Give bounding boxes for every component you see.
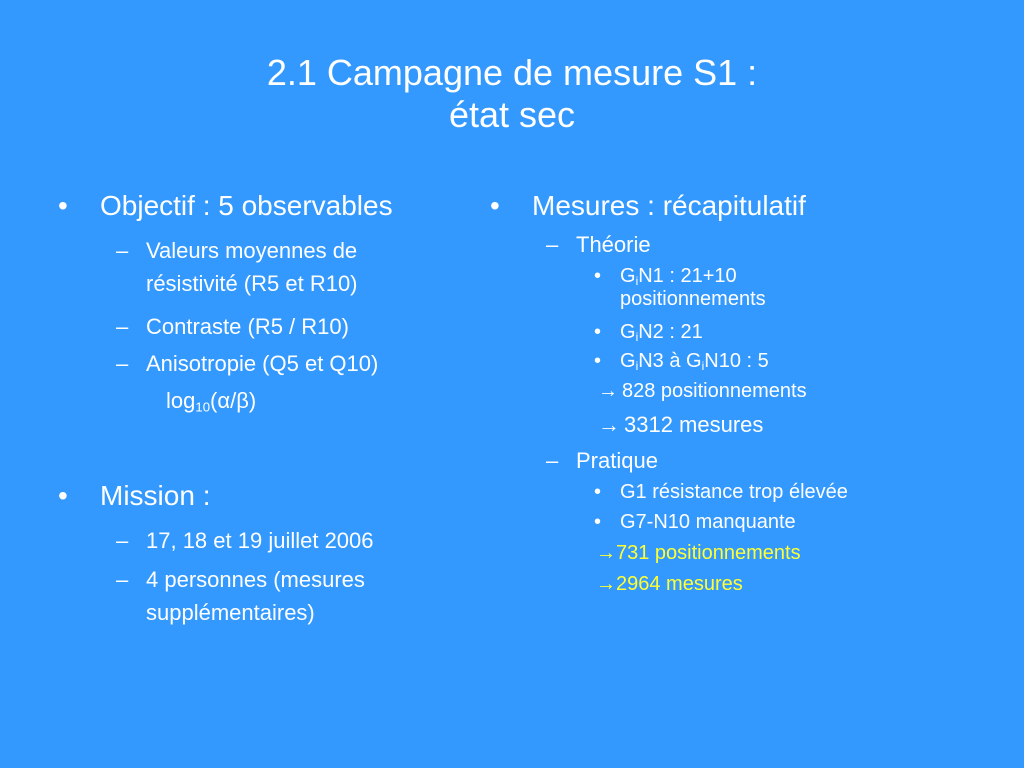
pratique-total-mesures: [596, 573, 743, 596]
dash-marker: –: [546, 448, 559, 473]
text: 828 positionnements: [622, 380, 807, 402]
dash-marker: –: [116, 314, 129, 339]
text: 731 positionnements: [616, 542, 801, 564]
bullet-marker: •: [490, 190, 500, 221]
theorie-g1: [620, 265, 737, 288]
bullet-marker: •: [58, 480, 68, 511]
subscript: i: [635, 274, 639, 288]
text: N3 à G: [638, 350, 702, 372]
slide-title-line2: état sec: [448, 94, 576, 135]
log-expression: (α/β): [210, 388, 257, 413]
objectif-item-text: Contraste (R5 / R10): [146, 314, 349, 339]
dash-marker: –: [116, 567, 129, 592]
bullet-marker: •: [594, 321, 602, 343]
mission-item-text-cont: supplémentaires): [146, 600, 315, 625]
theorie-g1-cont: positionnements: [620, 288, 766, 310]
text: G: [620, 321, 636, 343]
text: N1 : 21+10: [638, 265, 737, 287]
arrow-right-icon: →: [598, 412, 620, 437]
bullet-marker: •: [594, 511, 602, 533]
theorie-label: Théorie: [576, 232, 651, 257]
bullet-marker: •: [594, 265, 602, 287]
theorie-total-positions: [598, 380, 807, 403]
dash-marker: –: [116, 528, 129, 553]
text: G: [620, 265, 636, 287]
slide-title: [0, 52, 1024, 136]
dash-marker: –: [116, 351, 129, 376]
arrow-right-icon: →: [596, 573, 616, 595]
objectif-item-text: Anisotropie (Q5 et Q10): [146, 351, 379, 376]
pratique-item-text: G1 résistance trop élevée: [620, 481, 848, 503]
bullet-marker: •: [594, 350, 602, 372]
log-formula: [166, 388, 256, 414]
log-base: log: [166, 388, 196, 413]
mission-item-text: 4 personnes (mesures: [146, 567, 365, 592]
mesures-label: Mesures : récapitulatif: [532, 190, 806, 221]
pratique-total-positions: [596, 542, 801, 565]
text: 3312 mesures: [624, 412, 764, 437]
mission-item-text: 17, 18 et 19 juillet 2006: [146, 528, 374, 553]
pratique-item-text: G7-N10 manquante: [620, 511, 796, 533]
text: N2 : 21: [638, 321, 703, 343]
dash-marker: –: [546, 232, 559, 257]
arrow-right-icon: →: [598, 380, 618, 402]
subscript: i: [701, 359, 705, 373]
subscript: i: [635, 330, 639, 344]
theorie-total-mesures: [598, 412, 763, 438]
theorie-g3: [620, 350, 769, 373]
pratique-label: Pratique: [576, 448, 658, 473]
bullet-marker: •: [594, 481, 602, 503]
arrow-right-icon: →: [596, 542, 616, 564]
objectif-item-text-cont: résistivité (R5 et R10): [146, 271, 358, 296]
text: N10 : 5: [704, 350, 769, 372]
dash-marker: –: [116, 238, 129, 263]
theorie-g2: [620, 321, 703, 344]
subscript: i: [635, 359, 639, 373]
text: 2964 mesures: [616, 573, 743, 595]
objectif-label: Objectif : 5 observables: [100, 190, 393, 221]
log-subscript: 10: [195, 399, 211, 415]
bullet-marker: •: [58, 190, 68, 221]
objectif-item-text: Valeurs moyennes de: [146, 238, 358, 263]
slide-title-line1: 2.1 Campagne de mesure S1 :: [266, 52, 758, 93]
mission-label: Mission :: [100, 480, 211, 511]
text: G: [620, 350, 636, 372]
